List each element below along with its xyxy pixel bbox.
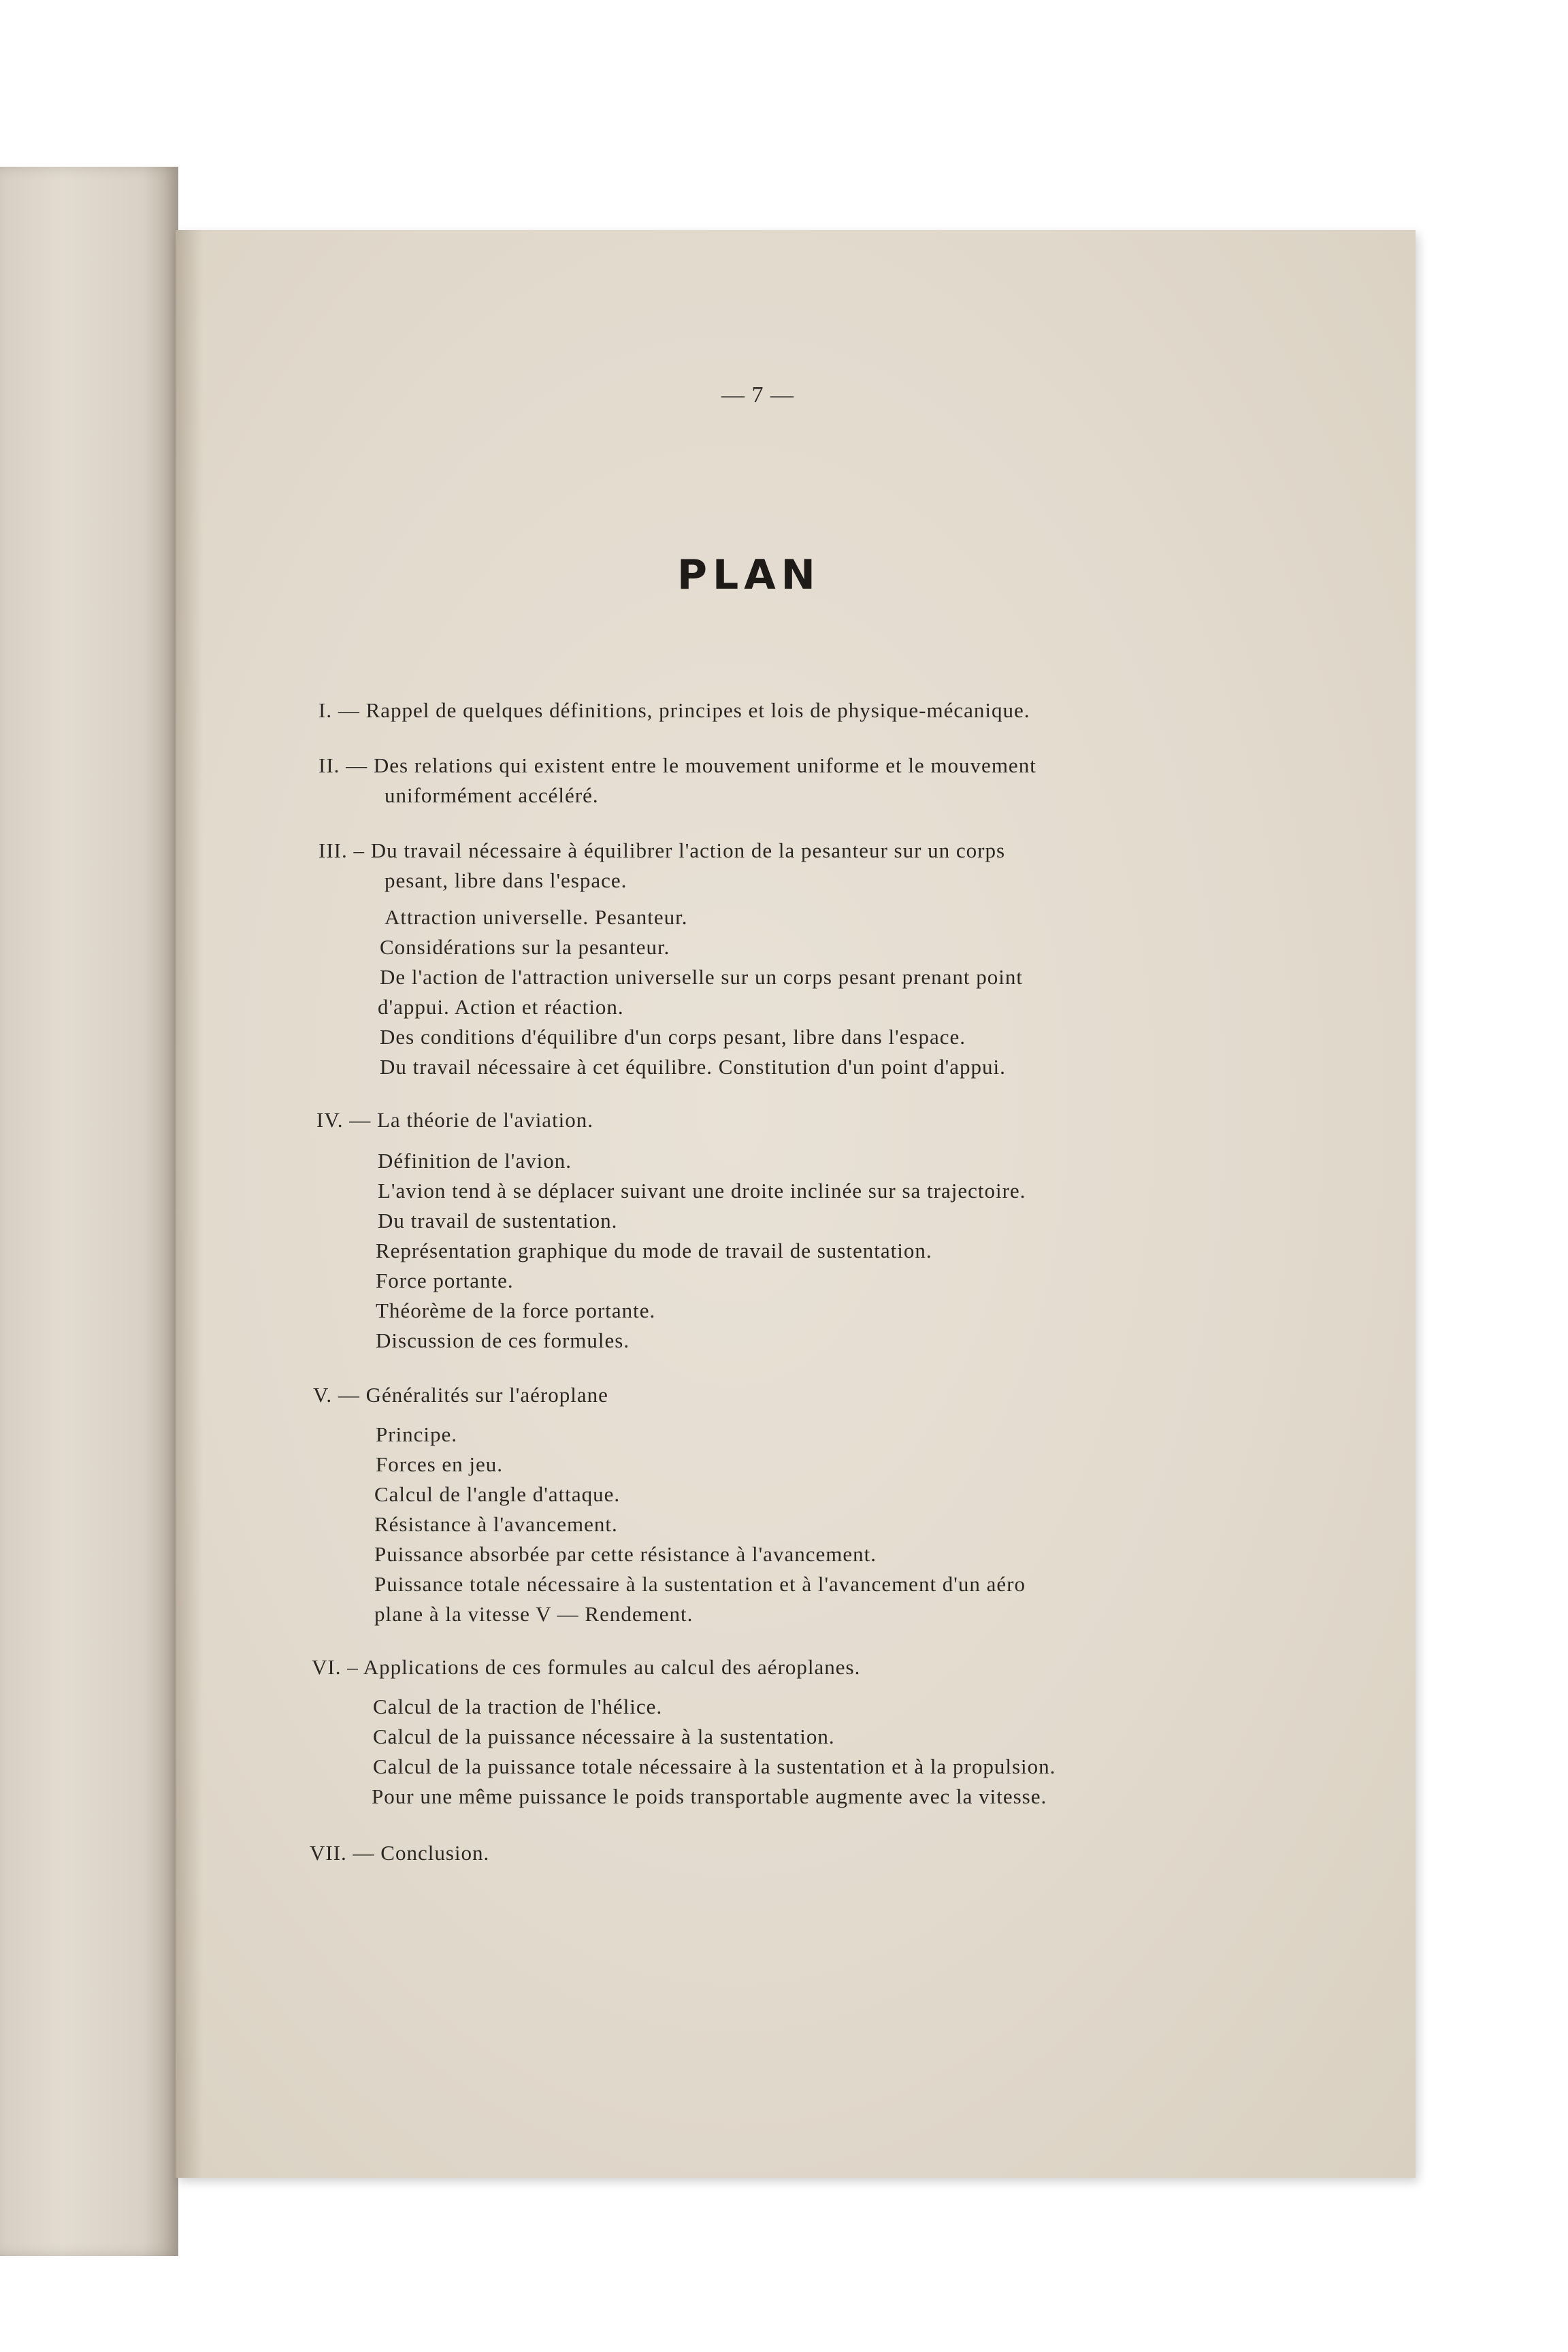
section-iv-item: Définition de l'avion.: [378, 1149, 572, 1173]
section-vi-item: Pour une même puissance le poids transportable augmente avec la vitesse.: [372, 1784, 1047, 1808]
document-page: [176, 230, 1416, 2178]
left-page-edge: [0, 167, 178, 2256]
section-v-item: plane à la vitesse V — Rendement.: [374, 1602, 693, 1626]
section-heading-i: I. — Rappel de quelques définitions, principes et lois de physique-mécanique.: [318, 698, 1030, 722]
section-v-item: Puissance absorbée par cette résistance à l'avancement.: [374, 1542, 877, 1566]
section-iii-item: De l'action de l'attraction universelle sur un corps pesant prenant point: [380, 965, 1024, 989]
section-heading-ii-cont: uniformément accéléré.: [385, 783, 599, 807]
section-heading-vi: VI. – Applications de ces formules au calcul des aéroplanes.: [312, 1655, 861, 1679]
page-number: — 7 —: [721, 382, 794, 408]
section-iii-item: Considérations sur la pesanteur.: [380, 935, 670, 959]
section-heading-ii: II. — Des relations qui existent entre le mouvement uniforme et le mouvement: [318, 753, 1036, 777]
section-iv-item: Force portante.: [376, 1269, 514, 1292]
spine-shadow: [176, 230, 203, 2178]
section-v-item: Résistance à l'avancement.: [374, 1512, 618, 1536]
section-vi-item: Calcul de la puissance nécessaire à la sustentation.: [373, 1725, 835, 1748]
section-heading-iii: III. – Du travail nécessaire à équilibrer l'action de la pesanteur sur un corps: [318, 838, 1006, 862]
section-v-item: Calcul de l'angle d'attaque.: [374, 1482, 621, 1506]
section-iv-item: Du travail de sustentation.: [378, 1209, 618, 1232]
section-iv-item: Théorème de la force portante.: [376, 1298, 656, 1322]
section-heading-v: V. — Généralités sur l'aéroplane: [313, 1383, 608, 1407]
section-iii-item: d'appui. Action et réaction.: [378, 995, 624, 1019]
section-iv-item: L'avion tend à se déplacer suivant une droite inclinée sur sa trajectoire.: [378, 1179, 1026, 1203]
section-iv-item: Représentation graphique du mode de travail de sustentation.: [376, 1239, 932, 1262]
section-heading-vii: VII. — Conclusion.: [310, 1841, 490, 1865]
section-heading-iii-cont: pesant, libre dans l'espace.: [385, 868, 627, 892]
section-iii-item: Des conditions d'équilibre d'un corps pesant, libre dans l'espace.: [380, 1025, 966, 1049]
section-iv-item: Discussion de ces formules.: [376, 1328, 630, 1352]
section-vi-item: Calcul de la puissance totale nécessaire à la sustentation et à la propulsion.: [373, 1754, 1056, 1778]
section-iii-item: Attraction universelle. Pesanteur.: [385, 905, 688, 929]
section-heading-iv: IV. — La théorie de l'aviation.: [316, 1108, 594, 1132]
section-iii-item: Du travail nécessaire à cet équilibre. Constitution d'un point d'appui.: [380, 1055, 1006, 1079]
section-v-item: Principe.: [376, 1422, 458, 1446]
section-v-item: Forces en jeu.: [376, 1452, 504, 1476]
section-v-item: Puissance totale nécessaire à la sustentation et à l'avancement d'un aéro: [374, 1572, 1026, 1596]
page-title: PLAN: [677, 551, 821, 599]
section-vi-item: Calcul de la traction de l'hélice.: [373, 1695, 663, 1718]
